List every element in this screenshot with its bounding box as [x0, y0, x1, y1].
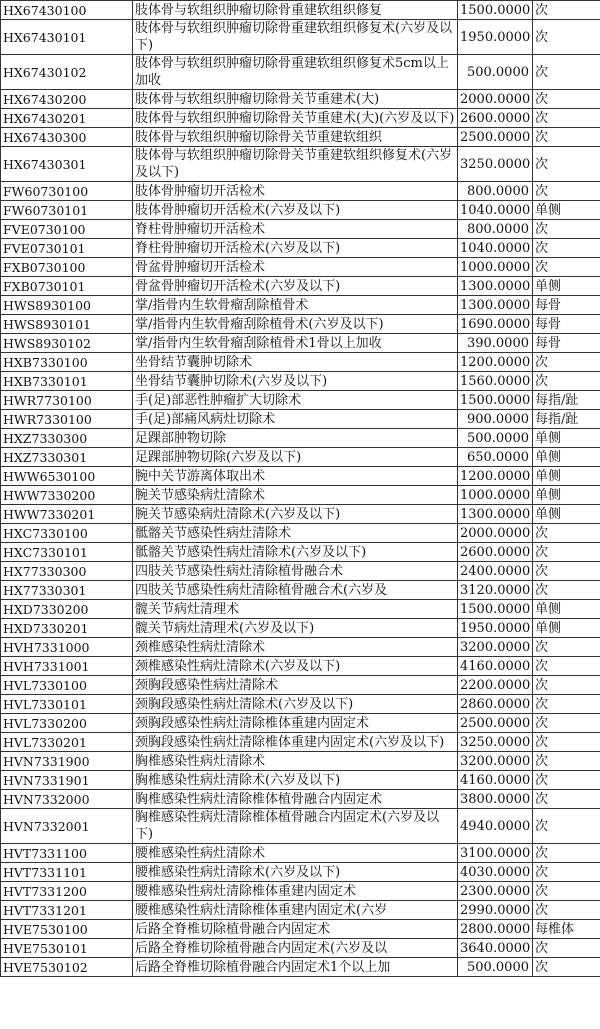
- item-code-cell: HVL7330101: [1, 695, 133, 714]
- item-code-cell: HXD7330201: [1, 619, 133, 638]
- unit-cell: 次: [533, 882, 600, 901]
- item-code-cell: HX77330301: [1, 581, 133, 600]
- item-code-cell: HVE7530101: [1, 939, 133, 958]
- item-code-cell: HVT7331201: [1, 901, 133, 920]
- table-row: [1, 182, 600, 201]
- item-name-cell: 胸椎感染性病灶清除椎体植骨融合内固定术(六岁及以下): [133, 809, 458, 844]
- item-code-cell: HVL7330100: [1, 676, 133, 695]
- unit-cell: 次: [533, 809, 600, 844]
- price-cell: 4940.0000: [458, 809, 533, 844]
- table-row: [1, 657, 600, 676]
- table-row: [1, 619, 600, 638]
- price-cell: 1950.0000: [458, 619, 533, 638]
- price-cell: 3100.0000: [458, 844, 533, 863]
- unit-cell: 单侧: [533, 201, 600, 220]
- table-row: [1, 939, 600, 958]
- table-row: [1, 771, 600, 790]
- unit-cell: 次: [533, 676, 600, 695]
- unit-cell: 次: [533, 20, 600, 55]
- price-cell: 2500.0000: [458, 128, 533, 147]
- price-cell: 1000.0000: [458, 258, 533, 277]
- unit-cell: 每骨: [533, 315, 600, 334]
- unit-cell: 次: [533, 258, 600, 277]
- item-name-cell: 腰椎感染性病灶清除椎体重建内固定术: [133, 882, 458, 901]
- table-row: [1, 429, 600, 448]
- price-cell: 2000.0000: [458, 90, 533, 109]
- fee-table-body: [1, 1, 600, 977]
- table-row: [1, 863, 600, 882]
- table-row: [1, 315, 600, 334]
- table-row: [1, 543, 600, 562]
- price-cell: 390.0000: [458, 334, 533, 353]
- item-code-cell: HWS8930102: [1, 334, 133, 353]
- price-cell: 3120.0000: [458, 581, 533, 600]
- table-row: [1, 372, 600, 391]
- item-code-cell: FVE0730101: [1, 239, 133, 258]
- item-name-cell: 颈胸段感染性病灶清除术(六岁及以下): [133, 695, 458, 714]
- item-name-cell: 掌/指骨内生软骨瘤刮除植骨术(六岁及以下): [133, 315, 458, 334]
- item-name-cell: 脊柱骨肿瘤切开活检术(六岁及以下): [133, 239, 458, 258]
- item-name-cell: 胸椎感染性病灶清除术: [133, 752, 458, 771]
- item-code-cell: HVL7330201: [1, 733, 133, 752]
- item-name-cell: 肢体骨肿瘤切开活检术: [133, 182, 458, 201]
- price-cell: 1300.0000: [458, 277, 533, 296]
- item-name-cell: 坐骨结节囊肿切除术(六岁及以下): [133, 372, 458, 391]
- item-code-cell: HVN7332000: [1, 790, 133, 809]
- price-cell: 2600.0000: [458, 543, 533, 562]
- item-name-cell: 髋关节病灶清理术: [133, 600, 458, 619]
- item-name-cell: 四肢关节感染性病灶清除植骨融合术(六岁及: [133, 581, 458, 600]
- item-code-cell: HVL7330200: [1, 714, 133, 733]
- item-code-cell: HVE7530100: [1, 920, 133, 939]
- table-row: [1, 467, 600, 486]
- item-name-cell: 腰椎感染性病灶清除术(六岁及以下): [133, 863, 458, 882]
- item-code-cell: FW60730100: [1, 182, 133, 201]
- table-row: [1, 90, 600, 109]
- price-cell: 3250.0000: [458, 733, 533, 752]
- item-name-cell: 脊柱骨肿瘤切开活检术: [133, 220, 458, 239]
- unit-cell: 次: [533, 958, 600, 977]
- price-cell: 900.0000: [458, 410, 533, 429]
- unit-cell: 次: [533, 372, 600, 391]
- item-code-cell: HVT7331101: [1, 863, 133, 882]
- item-code-cell: HVT7331200: [1, 882, 133, 901]
- item-code-cell: HXC7330101: [1, 543, 133, 562]
- table-row: [1, 638, 600, 657]
- unit-cell: 次: [533, 109, 600, 128]
- item-code-cell: HWW7330201: [1, 505, 133, 524]
- item-code-cell: HVH7331001: [1, 657, 133, 676]
- item-name-cell: 肢体骨与软组织肿瘤切除骨关节重建软组织: [133, 128, 458, 147]
- table-row: [1, 600, 600, 619]
- price-cell: 500.0000: [458, 429, 533, 448]
- price-cell: 500.0000: [458, 958, 533, 977]
- unit-cell: 次: [533, 901, 600, 920]
- item-code-cell: HVT7331100: [1, 844, 133, 863]
- table-row: [1, 562, 600, 581]
- price-cell: 650.0000: [458, 448, 533, 467]
- price-cell: 2600.0000: [458, 109, 533, 128]
- unit-cell: 次: [533, 771, 600, 790]
- item-code-cell: FXB0730101: [1, 277, 133, 296]
- price-cell: 1000.0000: [458, 486, 533, 505]
- item-code-cell: HXB7330101: [1, 372, 133, 391]
- unit-cell: 次: [533, 543, 600, 562]
- unit-cell: 次: [533, 657, 600, 676]
- item-code-cell: HX67430300: [1, 128, 133, 147]
- item-name-cell: 颈椎感染性病灶清除术: [133, 638, 458, 657]
- price-cell: 4160.0000: [458, 657, 533, 676]
- unit-cell: 单侧: [533, 486, 600, 505]
- item-name-cell: 骶髂关节感染性病灶清除术: [133, 524, 458, 543]
- unit-cell: 次: [533, 752, 600, 771]
- item-code-cell: HWW7330200: [1, 486, 133, 505]
- table-row: [1, 109, 600, 128]
- table-row: [1, 147, 600, 182]
- item-code-cell: HVN7331901: [1, 771, 133, 790]
- item-code-cell: HX67430102: [1, 55, 133, 90]
- table-row: [1, 809, 600, 844]
- item-name-cell: 肢体骨与软组织肿瘤切除骨重建软组织修复术5cm以上加收: [133, 55, 458, 90]
- item-code-cell: HWW6530100: [1, 467, 133, 486]
- table-row: [1, 958, 600, 977]
- table-row: [1, 505, 600, 524]
- unit-cell: 单侧: [533, 600, 600, 619]
- price-cell: 1040.0000: [458, 239, 533, 258]
- item-name-cell: 肢体骨与软组织肿瘤切除骨关节重建软组织修复术(六岁及以下): [133, 147, 458, 182]
- table-row: [1, 714, 600, 733]
- table-row: [1, 581, 600, 600]
- table-row: [1, 20, 600, 55]
- price-cell: 4160.0000: [458, 771, 533, 790]
- item-code-cell: HVN7332001: [1, 809, 133, 844]
- item-code-cell: HX67430200: [1, 90, 133, 109]
- table-row: [1, 676, 600, 695]
- unit-cell: 每骨: [533, 334, 600, 353]
- item-name-cell: 坐骨结节囊肿切除术: [133, 353, 458, 372]
- unit-cell: 次: [533, 695, 600, 714]
- item-code-cell: HVE7530102: [1, 958, 133, 977]
- price-cell: 800.0000: [458, 220, 533, 239]
- unit-cell: 单侧: [533, 429, 600, 448]
- table-row: [1, 448, 600, 467]
- item-name-cell: 肢体骨与软组织肿瘤切除骨重建软组织修复术(六岁及以下): [133, 20, 458, 55]
- unit-cell: 次: [533, 733, 600, 752]
- item-name-cell: 掌/指骨内生软骨瘤刮除植骨术: [133, 296, 458, 315]
- table-row: [1, 901, 600, 920]
- price-cell: 2000.0000: [458, 524, 533, 543]
- table-row: [1, 258, 600, 277]
- item-name-cell: 肢体骨与软组织肿瘤切除骨关节重建术(大): [133, 90, 458, 109]
- item-code-cell: HXZ7330300: [1, 429, 133, 448]
- unit-cell: 次: [533, 714, 600, 733]
- price-cell: 1200.0000: [458, 353, 533, 372]
- item-name-cell: 肢体骨与软组织肿瘤切除骨关节重建术(大)(六岁及以下): [133, 109, 458, 128]
- item-name-cell: 颈椎感染性病灶清除术(六岁及以下): [133, 657, 458, 676]
- unit-cell: 每骨: [533, 296, 600, 315]
- item-name-cell: 骶髂关节感染性病灶清除术(六岁及以下): [133, 543, 458, 562]
- unit-cell: 单侧: [533, 505, 600, 524]
- price-cell: 3640.0000: [458, 939, 533, 958]
- price-cell: 4030.0000: [458, 863, 533, 882]
- item-name-cell: 胸椎感染性病灶清除术(六岁及以下): [133, 771, 458, 790]
- item-code-cell: HX67430100: [1, 1, 133, 20]
- unit-cell: 次: [533, 562, 600, 581]
- item-name-cell: 骨盆骨肿瘤切开活检术(六岁及以下): [133, 277, 458, 296]
- item-code-cell: FVE0730100: [1, 220, 133, 239]
- table-row: [1, 128, 600, 147]
- unit-cell: 次: [533, 55, 600, 90]
- unit-cell: 次: [533, 638, 600, 657]
- price-cell: 3250.0000: [458, 147, 533, 182]
- item-name-cell: 髋关节病灶清理术(六岁及以下): [133, 619, 458, 638]
- table-row: [1, 353, 600, 372]
- unit-cell: 次: [533, 182, 600, 201]
- item-name-cell: 腕中关节游离体取出术: [133, 467, 458, 486]
- price-cell: 1690.0000: [458, 315, 533, 334]
- table-row: [1, 1, 600, 20]
- item-name-cell: 后路全脊椎切除植骨融合内固定术1个以上加: [133, 958, 458, 977]
- unit-cell: 次: [533, 128, 600, 147]
- unit-cell: 单侧: [533, 467, 600, 486]
- item-name-cell: 四肢关节感染性病灶清除植骨融合术: [133, 562, 458, 581]
- price-cell: 2500.0000: [458, 714, 533, 733]
- price-cell: 1300.0000: [458, 505, 533, 524]
- price-cell: 3200.0000: [458, 752, 533, 771]
- table-row: [1, 296, 600, 315]
- item-name-cell: 肢体骨肿瘤切开活检术(六岁及以下): [133, 201, 458, 220]
- unit-cell: 次: [533, 147, 600, 182]
- table-row: [1, 277, 600, 296]
- table-row: [1, 410, 600, 429]
- item-name-cell: 颈胸段感染性病灶清除术: [133, 676, 458, 695]
- item-code-cell: HWS8930101: [1, 315, 133, 334]
- item-name-cell: 足踝部肿物切除: [133, 429, 458, 448]
- table-row: [1, 201, 600, 220]
- table-row: [1, 790, 600, 809]
- item-name-cell: 后路全脊椎切除植骨融合内固定术: [133, 920, 458, 939]
- item-name-cell: 后路全脊椎切除植骨融合内固定术(六岁及以: [133, 939, 458, 958]
- price-cell: 500.0000: [458, 55, 533, 90]
- unit-cell: 单侧: [533, 619, 600, 638]
- unit-cell: 次: [533, 863, 600, 882]
- price-cell: 2300.0000: [458, 882, 533, 901]
- item-code-cell: HX77330300: [1, 562, 133, 581]
- unit-cell: 单侧: [533, 448, 600, 467]
- price-cell: 1500.0000: [458, 600, 533, 619]
- unit-cell: 次: [533, 524, 600, 543]
- unit-cell: 次: [533, 581, 600, 600]
- item-code-cell: HX67430301: [1, 147, 133, 182]
- item-code-cell: HWR7330100: [1, 410, 133, 429]
- item-name-cell: 腕关节感染病灶清除术: [133, 486, 458, 505]
- item-code-cell: HX67430101: [1, 20, 133, 55]
- item-code-cell: HXD7330200: [1, 600, 133, 619]
- item-name-cell: 颈胸段感染性病灶清除椎体重建内固定术: [133, 714, 458, 733]
- table-row: [1, 920, 600, 939]
- table-row: [1, 334, 600, 353]
- unit-cell: 次: [533, 90, 600, 109]
- price-cell: 1300.0000: [458, 296, 533, 315]
- item-name-cell: 颈胸段感染性病灶清除椎体重建内固定术(六岁及以下): [133, 733, 458, 752]
- table-row: [1, 695, 600, 714]
- table-row: [1, 752, 600, 771]
- price-cell: 3800.0000: [458, 790, 533, 809]
- item-name-cell: 腰椎感染性病灶清除椎体重建内固定术(六岁: [133, 901, 458, 920]
- item-name-cell: 掌/指骨内生软骨瘤刮除植骨术1骨以上加收: [133, 334, 458, 353]
- unit-cell: 每椎体: [533, 920, 600, 939]
- table-row: [1, 844, 600, 863]
- price-cell: 1200.0000: [458, 467, 533, 486]
- unit-cell: 次: [533, 844, 600, 863]
- unit-cell: 每指/趾: [533, 391, 600, 410]
- item-name-cell: 胸椎感染性病灶清除椎体植骨融合内固定术: [133, 790, 458, 809]
- item-code-cell: HX67430201: [1, 109, 133, 128]
- price-cell: 1040.0000: [458, 201, 533, 220]
- item-name-cell: 肢体骨与软组织肿瘤切除骨重建软组织修复: [133, 1, 458, 20]
- price-cell: 2860.0000: [458, 695, 533, 714]
- price-cell: 2800.0000: [458, 920, 533, 939]
- price-cell: 1500.0000: [458, 1, 533, 20]
- unit-cell: 次: [533, 239, 600, 258]
- unit-cell: 次: [533, 790, 600, 809]
- item-name-cell: 手(足)部恶性肿瘤扩大切除术: [133, 391, 458, 410]
- item-code-cell: FW60730101: [1, 201, 133, 220]
- table-row: [1, 524, 600, 543]
- price-cell: 2200.0000: [458, 676, 533, 695]
- item-code-cell: HVN7331900: [1, 752, 133, 771]
- item-name-cell: 骨盆骨肿瘤切开活检术: [133, 258, 458, 277]
- unit-cell: 次: [533, 939, 600, 958]
- item-code-cell: HWS8930100: [1, 296, 133, 315]
- price-cell: 1560.0000: [458, 372, 533, 391]
- unit-cell: 次: [533, 353, 600, 372]
- table-row: [1, 882, 600, 901]
- table-row: [1, 220, 600, 239]
- price-cell: 800.0000: [458, 182, 533, 201]
- item-name-cell: 足踝部肿物切除(六岁及以下): [133, 448, 458, 467]
- table-row: [1, 55, 600, 90]
- price-cell: 2990.0000: [458, 901, 533, 920]
- table-row: [1, 733, 600, 752]
- table-row: [1, 239, 600, 258]
- unit-cell: 每指/趾: [533, 410, 600, 429]
- item-name-cell: 腕关节感染病灶清除术(六岁及以下): [133, 505, 458, 524]
- item-code-cell: HWR7730100: [1, 391, 133, 410]
- table-row: [1, 391, 600, 410]
- unit-cell: 次: [533, 220, 600, 239]
- unit-cell: 次: [533, 1, 600, 20]
- unit-cell: 单侧: [533, 277, 600, 296]
- item-name-cell: 腰椎感染性病灶清除术: [133, 844, 458, 863]
- item-name-cell: 手(足)部痛风病灶切除术: [133, 410, 458, 429]
- item-code-cell: FXB0730100: [1, 258, 133, 277]
- price-cell: 1500.0000: [458, 391, 533, 410]
- price-cell: 3200.0000: [458, 638, 533, 657]
- table-row: [1, 486, 600, 505]
- item-code-cell: HXB7330100: [1, 353, 133, 372]
- price-cell: 1950.0000: [458, 20, 533, 55]
- item-code-cell: HXZ7330301: [1, 448, 133, 467]
- item-code-cell: HXC7330100: [1, 524, 133, 543]
- item-code-cell: HVH7331000: [1, 638, 133, 657]
- price-cell: 2400.0000: [458, 562, 533, 581]
